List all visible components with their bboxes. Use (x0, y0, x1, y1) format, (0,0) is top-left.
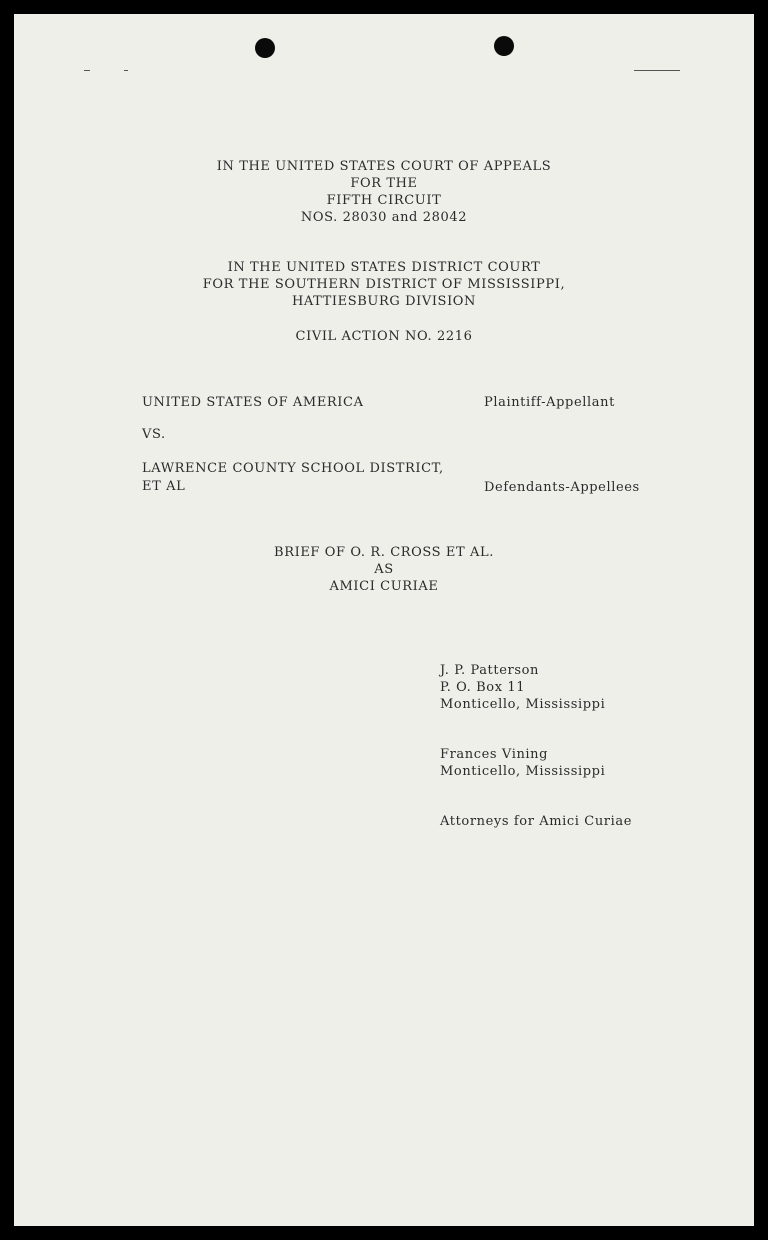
attorney-vining (440, 746, 605, 780)
case-numbers: NOS. 28030 and 28042 (300, 210, 468, 225)
plaintiff-name: UNITED STATES OF AMERICA (142, 395, 364, 410)
margin-mark-left-2 (124, 70, 128, 71)
appeals-court-heading (14, 158, 754, 226)
brief-title-line: AMICI CURIAE (329, 579, 439, 594)
brief-title-line: BRIEF OF O. R. CROSS ET AL. (274, 545, 494, 560)
attorney-patterson (440, 662, 605, 713)
punch-hole-right (494, 36, 514, 56)
punch-hole-left (255, 38, 275, 58)
heading-line: HATTIESBURG DIVISION (291, 294, 477, 309)
attorneys-designation (440, 813, 632, 830)
versus-label: VS. (142, 427, 166, 442)
brief-title (14, 544, 754, 595)
attorney-line: Monticello, Mississippi (440, 697, 606, 712)
attorney-line: Frances Vining (440, 747, 549, 762)
brief-title-line: AS (374, 562, 394, 577)
attorney-line: J. P. Patterson (440, 663, 539, 678)
attorney-line: Monticello, Mississippi (440, 764, 606, 779)
civil-action-number (14, 328, 754, 345)
defendant-role: Defendants-Appellees (484, 480, 640, 495)
heading-line: FIFTH CIRCUIT (326, 193, 442, 208)
civil-action-text: CIVIL ACTION NO. 2216 (295, 329, 473, 344)
defendant-name-line2: ET AL (142, 479, 186, 494)
defendant-name-line1: LAWRENCE COUNTY SCHOOL DISTRICT, (142, 461, 444, 476)
heading-line: FOR THE (350, 176, 418, 191)
district-court-heading (14, 259, 754, 310)
document-page (14, 14, 754, 1226)
plaintiff-role: Plaintiff-Appellant (484, 395, 615, 410)
designation-line: Attorneys for Amici Curiae (440, 814, 633, 829)
margin-mark-left (84, 70, 90, 71)
heading-line: IN THE UNITED STATES DISTRICT COURT (227, 260, 541, 275)
margin-mark-right (634, 70, 680, 71)
attorney-line: P. O. Box 11 (440, 680, 526, 695)
heading-line: IN THE UNITED STATES COURT OF APPEALS (216, 159, 552, 174)
heading-line: FOR THE SOUTHERN DISTRICT OF MISSISSIPPI, (202, 277, 566, 292)
